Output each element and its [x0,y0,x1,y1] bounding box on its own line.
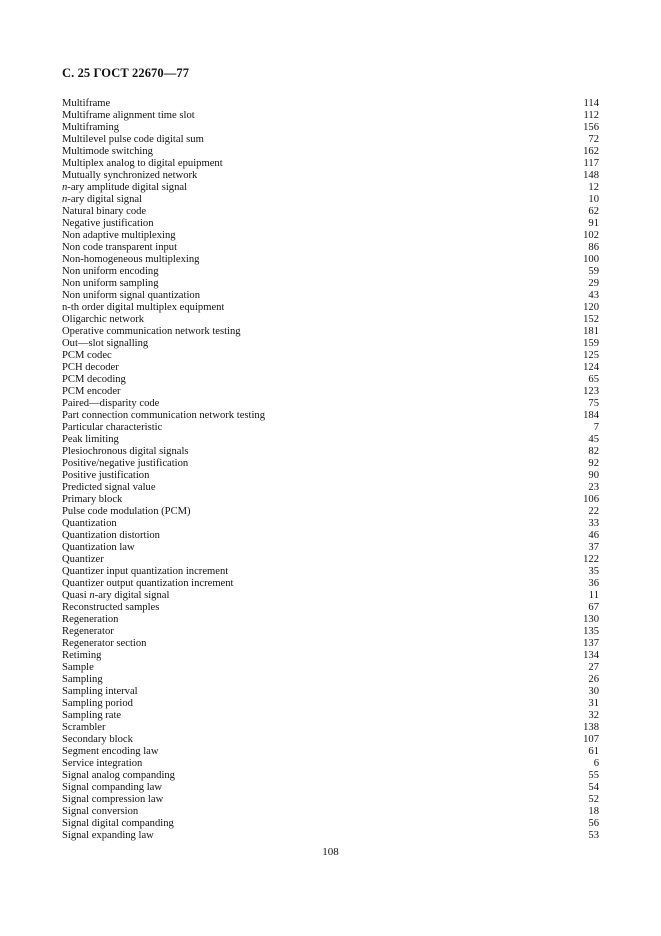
index-entry [62,206,599,218]
term-text: Plesiochronous digital signals [62,446,189,457]
index-term [62,386,121,398]
term-text: PCM encoder [62,386,121,397]
index-page-number: 100 [583,254,599,265]
index-entry [62,470,599,482]
index-page-number: 114 [583,98,599,109]
index-entry [62,182,599,194]
index-entry [62,518,599,530]
index-term [62,554,104,566]
index-page-number: 152 [583,314,599,325]
index-entry [62,134,599,146]
index-term [62,146,153,158]
term-text: Part connection communication network testing [62,410,265,421]
term-text: Quantization law [62,542,135,553]
index-entry [62,602,599,614]
index-term [62,626,114,638]
index-page-number: 45 [588,434,599,445]
index-term [62,410,265,422]
term-text: n-th order digital multiplex equipment [62,302,225,313]
index-entry [62,434,599,446]
index-page-number: 148 [583,170,599,181]
term-text: -ary amplitude digital signal [67,182,188,193]
index-term [62,434,119,446]
index-page-number: 90 [588,470,599,481]
term-index-list [62,98,599,842]
term-text: Positive/negative justification [62,458,189,469]
index-page-number: 26 [588,674,599,685]
term-text: Natural binary code [62,206,147,217]
term-text: Reconstructed samples [62,602,160,613]
index-page-number: 162 [583,146,599,157]
index-page-number: 33 [588,518,599,529]
index-entry [62,374,599,386]
index-term [62,662,94,674]
index-term [62,686,138,698]
index-entry [62,782,599,794]
term-text: Operative communication network testing [62,326,241,337]
index-term [62,422,162,434]
index-term [62,302,224,314]
index-term [62,230,176,242]
term-text: Signal compression law [62,794,164,805]
term-text: Non adaptive multiplexing [62,230,176,241]
index-page-number: 22 [588,506,599,517]
term-text: Multilevel pulse code digital sum [62,134,204,145]
index-term [62,350,112,362]
index-page-number: 82 [588,446,599,457]
index-entry [62,698,599,710]
index-entry [62,122,599,134]
index-term [62,638,146,650]
term-text: Peak limiting [62,434,119,445]
index-entry [62,422,599,434]
index-entry [62,194,599,206]
index-term [62,674,103,686]
term-text: Secondary block [62,734,133,745]
term-text: Non uniform encoding [62,266,159,277]
index-page-number: 54 [588,782,599,793]
index-page-number: 117 [583,158,599,169]
term-text: Service integration [62,758,143,769]
index-entry [62,338,599,350]
index-entry [62,98,599,110]
index-page-number: 102 [583,230,599,241]
index-page-number: 138 [583,722,599,733]
index-page-number: 159 [583,338,599,349]
term-text: PCM decoding [62,374,126,385]
term-text: Quantization distortion [62,530,160,541]
index-page-number: 27 [588,662,599,673]
index-page-number: 62 [588,206,599,217]
index-term [62,518,117,530]
term-text: Predicted signal value [62,482,156,493]
index-term [62,266,159,278]
term-text: Quantizer output quantization increment [62,578,234,589]
index-entry [62,482,599,494]
page-number: 108 [322,846,339,858]
index-page-number: 30 [588,686,599,697]
index-page-number: 7 [593,422,599,433]
term-text: Sampling [62,674,103,685]
index-term [62,110,195,122]
term-text: -ary digital signal [67,194,143,205]
term-text: Non-homogeneous multiplexing [62,254,200,265]
index-term [62,806,138,818]
italic-variable: n [89,590,95,601]
index-term [62,830,154,842]
index-entry [62,830,599,842]
term-text: PCM codec [62,350,112,361]
index-page-number: 43 [588,290,599,301]
term-text: Regenerator [62,626,114,637]
index-term [62,590,169,602]
index-entry [62,650,599,662]
index-term [62,758,142,770]
index-entry [62,314,599,326]
index-page-number: 106 [583,494,599,505]
term-text: Sampling poriod [62,698,133,709]
index-term [62,314,144,326]
term-text: Sampling rate [62,710,122,721]
index-entry [62,578,599,590]
term-text: Signal conversion [62,806,139,817]
term-text: Negative justification [62,218,154,229]
index-page-number: 137 [583,638,599,649]
index-entry [62,326,599,338]
index-entry [62,110,599,122]
index-entry [62,350,599,362]
index-page-number: 23 [588,482,599,493]
index-page-number: 31 [588,698,599,709]
index-entry [62,158,599,170]
index-page-number: 53 [588,830,599,841]
index-page-number: 35 [588,566,599,577]
index-page-number: 67 [588,602,599,613]
index-page-number: 124 [583,362,599,373]
index-page-number: 92 [588,458,599,469]
index-entry [62,170,599,182]
index-term [62,770,175,782]
index-page-number: 12 [588,182,599,193]
term-text: Oligarchic network [62,314,145,325]
term-text: Regeneration [62,614,119,625]
term-text: Sample [62,662,94,673]
index-entry [62,710,599,722]
index-page-number: 72 [588,134,599,145]
index-term [62,710,121,722]
term-text: Quantizer input quantization increment [62,566,229,577]
index-term [62,362,119,374]
index-page-number: 56 [588,818,599,829]
index-term [62,182,187,194]
index-term [62,194,142,206]
index-entry [62,818,599,830]
term-text: Quantizer [62,554,104,565]
term-text: Non uniform signal quantization [62,290,200,301]
index-term [62,542,135,554]
index-page-number: 65 [588,374,599,385]
term-text: Positive justification [62,470,150,481]
index-entry [62,506,599,518]
term-text: PCH decoder [62,362,119,373]
index-term [62,278,159,290]
index-entry [62,674,599,686]
index-term [62,134,204,146]
index-entry [62,530,599,542]
index-term [62,242,177,254]
index-page-number: 156 [583,122,599,133]
index-entry [62,278,599,290]
index-entry [62,758,599,770]
index-term [62,218,154,230]
index-term [62,290,200,302]
index-page-number: 122 [583,554,599,565]
term-text: Non code transparent input [62,242,178,253]
index-entry [62,254,599,266]
term-text: Multiplex analog to digital epuipment [62,158,223,169]
index-entry [62,386,599,398]
index-page-number: 123 [583,386,599,397]
term-text: Out—slot signalling [62,338,149,349]
index-page-number: 29 [588,278,599,289]
index-term [62,254,199,266]
index-entry [62,458,599,470]
index-term [62,650,101,662]
index-page-number: 91 [588,218,599,229]
index-entry [62,746,599,758]
index-page-number: 36 [588,578,599,589]
term-text: Multiframe alignment time slot [62,110,195,121]
term-text: Multiframe [62,98,111,109]
index-entry [62,302,599,314]
term-text: Multiframing [62,122,120,133]
index-page-number: 135 [583,626,599,637]
index-page-number: 11 [588,590,599,601]
index-term [62,746,159,758]
index-page-number: 59 [588,266,599,277]
index-term [62,122,119,134]
term-text: Particular characteristic [62,422,163,433]
index-term [62,494,122,506]
index-term [62,506,191,518]
index-entry [62,734,599,746]
term-text: Quasi [62,590,90,601]
index-page-number: 18 [588,806,599,817]
term-text: Signal digital companding [62,818,174,829]
index-page-number: 61 [588,746,599,757]
term-text: Signal companding law [62,782,163,793]
index-entry [62,566,599,578]
index-page-number: 6 [593,758,599,769]
index-entry [62,362,599,374]
index-entry [62,686,599,698]
index-term [62,98,110,110]
term-text: Sampling interval [62,686,138,697]
term-text: Multimode switching [62,146,153,157]
term-text: Paired—disparity code [62,398,160,409]
term-text: Pulse code modulation (PCM) [62,506,191,517]
index-page-number: 112 [583,110,599,121]
index-term [62,722,106,734]
index-page-number: 134 [583,650,599,661]
index-term [62,458,188,470]
index-term [62,530,160,542]
index-term [62,614,118,626]
index-term [62,158,223,170]
index-term [62,482,156,494]
index-term [62,398,159,410]
index-entry [62,266,599,278]
index-term [62,374,126,386]
index-entry [62,398,599,410]
term-text: Primary block [62,494,123,505]
index-entry [62,770,599,782]
index-entry [62,554,599,566]
index-term [62,170,197,182]
index-page-number: 125 [583,350,599,361]
index-entry [62,230,599,242]
index-entry [62,638,599,650]
term-text: Regenerator section [62,638,147,649]
italic-variable: n [62,194,68,205]
term-text: Mutually synchronized network [62,170,198,181]
index-page-number: 10 [588,194,599,205]
index-term [62,782,162,794]
term-text: Segment encoding law [62,746,159,757]
index-page-number: 181 [583,326,599,337]
index-page-number: 37 [588,542,599,553]
index-term [62,326,241,338]
term-text: Scrambler [62,722,106,733]
index-page-number: 130 [583,614,599,625]
index-term [62,698,133,710]
index-term [62,602,159,614]
index-entry [62,662,599,674]
index-entry [62,590,599,602]
index-page-number: 107 [583,734,599,745]
index-page-number: 55 [588,770,599,781]
term-suffix: -ary digital signal [94,590,170,601]
index-page-number: 75 [588,398,599,409]
index-entry [62,806,599,818]
term-text: Non uniform sampling [62,278,159,289]
index-entry [62,722,599,734]
term-text: Quantization [62,518,117,529]
index-entry [62,218,599,230]
index-entry [62,446,599,458]
index-term [62,734,133,746]
italic-variable: n [62,182,68,193]
index-page-number: 120 [583,302,599,313]
term-text: Signal analog companding [62,770,175,781]
index-page-number: 86 [588,242,599,253]
index-term [62,566,228,578]
term-text: Signal expanding law [62,830,154,841]
index-entry [62,290,599,302]
index-term [62,338,148,350]
index-page-number: 184 [583,410,599,421]
term-text: Retiming [62,650,102,661]
index-term [62,206,146,218]
index-term [62,470,149,482]
index-entry [62,410,599,422]
index-entry [62,242,599,254]
index-entry [62,614,599,626]
index-page-number: 52 [588,794,599,805]
index-page-number: 32 [588,710,599,721]
page-header: С. 25 ГОСТ 22670—77 [62,66,190,80]
index-entry [62,146,599,158]
index-term [62,794,163,806]
index-term [62,818,174,830]
index-entry [62,542,599,554]
index-entry [62,794,599,806]
index-term [62,578,234,590]
index-entry [62,494,599,506]
index-entry [62,626,599,638]
index-term [62,446,189,458]
index-page-number: 46 [588,530,599,541]
